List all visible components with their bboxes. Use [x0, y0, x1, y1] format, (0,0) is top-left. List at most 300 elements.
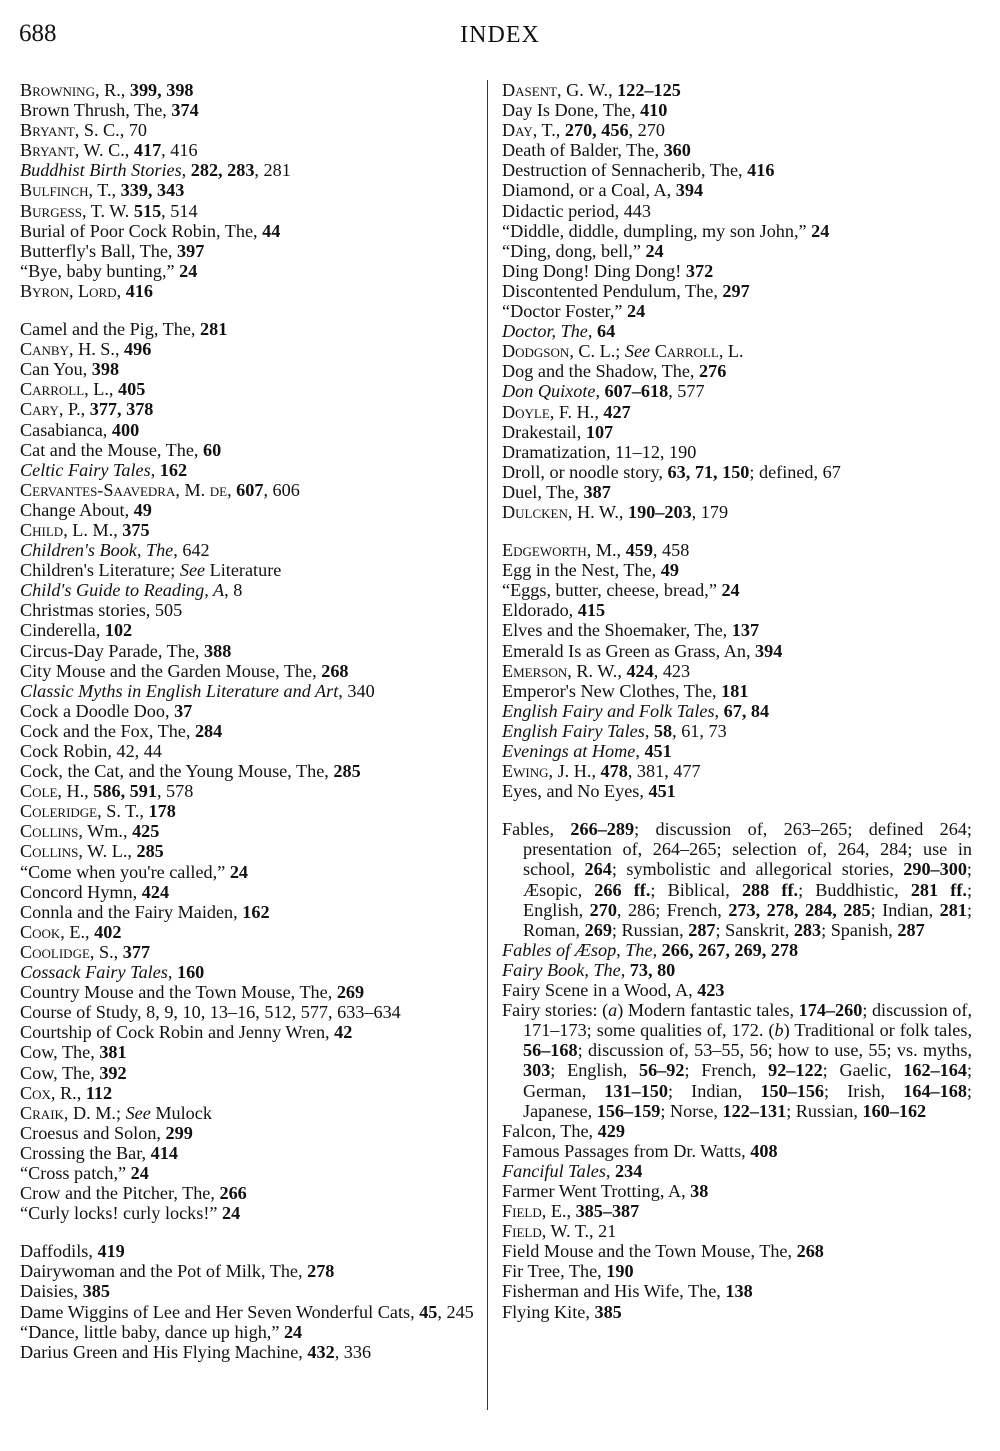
entry-text: 432 — [307, 1341, 335, 1362]
entry-text: 24 — [721, 580, 740, 601]
entry-text: 287 — [688, 919, 716, 940]
entry-text: ; Roman, — [523, 899, 972, 940]
entry-text: Crow and the Pitcher, The, — [20, 1183, 220, 1204]
entry-text: 162–164 — [903, 1060, 967, 1081]
index-entry — [20, 781, 480, 801]
entry-text: Celtic Fairy Tales — [20, 459, 151, 480]
entry-text: See — [179, 560, 206, 581]
entry-text: ; English, — [550, 1060, 639, 1081]
entry-text: 451 — [644, 741, 672, 761]
index-entry — [502, 502, 972, 522]
entry-text: 416 — [125, 280, 153, 301]
entry-text: Field — [502, 1201, 542, 1222]
index-entry — [20, 500, 480, 520]
index-entry — [20, 420, 480, 440]
entry-text: 24 — [222, 1203, 241, 1224]
entry-text: Fables, — [502, 819, 571, 840]
index-entry — [20, 1063, 480, 1083]
entry-text: 269 — [336, 982, 365, 1003]
index-entry — [502, 180, 972, 200]
entry-text: 385 — [82, 1281, 110, 1302]
entry-text: Diamond, or a Coal, A, — [502, 180, 676, 201]
entry-text: Emperor's New Clothes, The, — [502, 680, 722, 701]
section-gap — [502, 522, 972, 540]
entry-text: Cock and the Fox, The, — [20, 720, 195, 741]
entry-text: Emerald Is as Green as Grass, An, — [502, 640, 756, 661]
entry-text: , 179 — [691, 501, 729, 522]
index-entry — [502, 819, 972, 940]
entry-text: , C. L.; — [569, 341, 625, 362]
entry-text: 429 — [597, 1120, 625, 1141]
entry-text: 112 — [85, 1082, 113, 1103]
index-entry — [502, 1161, 972, 1181]
index-entry — [502, 1201, 972, 1221]
entry-text: 102 — [104, 620, 133, 641]
index-entry — [20, 1342, 480, 1362]
entry-text: Dodgson — [502, 341, 570, 362]
entry-text: ; Sanskrit, — [715, 919, 794, 940]
entry-text: , P., — [58, 399, 90, 420]
entry-text: , M., — [586, 540, 626, 561]
index-entry — [502, 980, 972, 1000]
entry-text: Burgess — [20, 200, 82, 221]
entry-text: 270 — [589, 899, 617, 920]
entry-text: Evenings at Home — [502, 741, 636, 761]
entry-text: Can You, — [20, 359, 92, 380]
entry-text: 387 — [583, 481, 611, 502]
index-entry — [20, 201, 480, 221]
index-entry — [20, 661, 480, 681]
entry-text: ; Gaelic, — [822, 1060, 904, 1081]
entry-text: 137 — [731, 620, 760, 641]
entry-text: , 281 — [254, 160, 291, 181]
index-entry — [20, 620, 480, 640]
entry-text: 290–300 — [903, 859, 967, 880]
entry-text: 190 — [606, 1261, 634, 1282]
entry-text: Dasent — [502, 80, 558, 100]
entry-text: Connla and the Fairy Maiden, — [20, 901, 243, 922]
entry-text: See — [624, 341, 651, 362]
entry-text: “Cross patch,” — [20, 1162, 131, 1183]
entry-text: Literature — [205, 560, 282, 581]
index-entry — [502, 241, 972, 261]
entry-text: Dramatization, 11–12, 190 — [502, 441, 697, 462]
entry-text: Child — [20, 519, 64, 540]
entry-text: 285 — [333, 761, 361, 782]
index-entry — [502, 1241, 972, 1261]
entry-text: 174–260 — [798, 1000, 863, 1021]
index-entry — [502, 1121, 972, 1141]
entry-text: 399, 398 — [129, 80, 194, 100]
entry-text: Fanciful Tales — [502, 1160, 606, 1181]
entry-text: , F. H., — [549, 401, 604, 422]
entry-text: 607–618 — [604, 381, 669, 402]
entry-text: 266 ff. — [594, 879, 651, 900]
entry-text: “Dance, little baby, dance up high,” — [20, 1321, 284, 1342]
entry-text: , — [620, 959, 630, 980]
index-entry — [502, 661, 972, 681]
index-entry — [20, 540, 480, 560]
entry-text: 288 ff. — [741, 879, 799, 900]
entry-text: , T., — [88, 180, 121, 201]
entry-text: 374 — [171, 100, 199, 121]
entry-text: 408 — [750, 1140, 778, 1161]
entry-text: “Ding, dong, bell,” — [502, 240, 646, 261]
entry-text: Crossing the Bar, — [20, 1142, 151, 1163]
entry-text: , Wm., — [78, 821, 133, 842]
entry-text: 281 — [200, 319, 228, 340]
entry-text: 284 — [194, 720, 223, 741]
entry-text: 268 — [796, 1241, 824, 1262]
entry-text: Dairywoman and the Pot of Milk, The, — [20, 1261, 308, 1282]
entry-text: Cervantes-Saavedra — [20, 479, 176, 500]
index-entry — [502, 402, 972, 422]
entry-text: , L., — [84, 379, 118, 400]
column-divider — [487, 80, 488, 1410]
entry-text: , 61, 73 — [672, 720, 727, 741]
index-entry — [502, 1221, 972, 1241]
entry-text: Circus-Day Parade, The, — [20, 640, 205, 661]
entry-text: 424 — [141, 881, 170, 902]
entry-text: See — [125, 1102, 151, 1123]
entry-text: , 286; French, — [616, 899, 729, 920]
entry-text: Emerson — [502, 660, 568, 681]
section-gap — [20, 301, 480, 319]
entry-text: Buddhist Birth Stories — [20, 160, 182, 181]
entry-text: 24 — [627, 301, 646, 322]
entry-text: 377 — [122, 941, 151, 962]
entry-text: 424 — [626, 660, 654, 681]
index-entry — [502, 341, 972, 361]
index-entry — [20, 281, 480, 301]
index-entry — [20, 862, 480, 882]
entry-text: 24 — [811, 220, 830, 241]
entry-text: Collins — [20, 841, 79, 862]
entry-text: “Bye, baby bunting,” — [20, 260, 180, 281]
entry-text: , 245 — [437, 1301, 474, 1322]
index-entry — [502, 721, 972, 741]
entry-text: English Fairy and Folk Tales — [502, 700, 715, 721]
entry-text: 385–387 — [575, 1201, 640, 1222]
index-entry — [502, 600, 972, 620]
entry-text: , D. M.; — [63, 1102, 126, 1123]
entry-text: Bryant — [20, 140, 75, 161]
index-entry — [20, 982, 480, 1002]
index-entry — [20, 721, 480, 741]
index-entry — [20, 841, 480, 861]
entry-text: 190–203 — [628, 501, 692, 522]
index-entry — [502, 140, 972, 160]
entry-text: Mulock — [150, 1102, 212, 1123]
entry-text: 459 — [625, 540, 653, 561]
entry-text: ; Irish, — [824, 1080, 904, 1101]
index-entry — [20, 1241, 480, 1261]
entry-text: Croesus and Solon, — [20, 1122, 166, 1143]
entry-text: 375 — [122, 519, 150, 540]
entry-text: 37 — [174, 700, 193, 721]
entry-text: Day — [502, 120, 533, 141]
index-entry — [502, 462, 972, 482]
entry-text: 24 — [229, 861, 249, 882]
entry-text: Elves and the Shoemaker, The, — [502, 620, 732, 641]
entry-text: , W. C., — [74, 140, 134, 161]
index-entry — [20, 600, 480, 620]
entry-text: Don Quixote — [502, 381, 596, 402]
entry-text: Farmer Went Trotting, A, — [502, 1180, 691, 1201]
entry-text: Famous Passages from Dr. Watts, — [502, 1140, 751, 1161]
entry-text: ; Indian, — [667, 1080, 761, 1101]
entry-text: 131–150 — [604, 1080, 668, 1101]
entry-text: Field Mouse and the Town Mouse, The, — [502, 1241, 797, 1262]
entry-text: Fairy Book, The — [502, 959, 621, 980]
entry-text: Craik — [20, 1102, 64, 1123]
index-entry — [20, 1203, 480, 1223]
index-entry — [502, 201, 972, 221]
entry-text: Didactic period, 443 — [502, 200, 651, 221]
entry-text: 303 — [523, 1060, 551, 1081]
entry-text: ; discussion of, 53–55, 56; how to use, 55; vs. myths, — [577, 1040, 972, 1061]
entry-text: Death of Balder, The, — [502, 140, 664, 161]
entry-text: Cossack Fairy Tales — [20, 962, 168, 983]
entry-text: Children's Book, The — [20, 540, 174, 561]
index-entry — [20, 1042, 480, 1062]
index-entry — [20, 100, 480, 120]
index-entry — [502, 482, 972, 502]
index-entry — [20, 1143, 480, 1163]
entry-text: 60 — [203, 439, 222, 460]
entry-text: Cary — [20, 399, 59, 420]
entry-text: 234 — [615, 1160, 643, 1181]
entry-text: Coleridge — [20, 801, 98, 822]
entry-text: 419 — [97, 1241, 125, 1262]
entry-text: Droll, or noodle story, — [502, 461, 668, 482]
entry-text: Dulcken — [502, 501, 568, 522]
entry-text: 122–131 — [722, 1100, 787, 1121]
index-entry — [502, 422, 972, 442]
index-entry — [502, 560, 972, 580]
entry-text: , — [635, 741, 645, 761]
entry-text: 138 — [725, 1281, 753, 1302]
index-entry — [20, 480, 480, 500]
index-entry — [502, 701, 972, 721]
index-entry — [20, 379, 480, 399]
entry-text: Doctor, The — [502, 321, 588, 342]
entry-text: ; Spanish, — [821, 919, 898, 940]
entry-text: City Mouse and the Garden Mouse, The, — [20, 660, 322, 681]
index-entry — [502, 580, 972, 600]
entry-text: 607 — [236, 479, 264, 500]
section-gap — [502, 801, 972, 819]
entry-text: 268 — [321, 660, 349, 681]
entry-text: 377, 378 — [89, 399, 154, 420]
entry-text: 397 — [177, 240, 205, 261]
entry-text: , — [167, 962, 177, 983]
entry-text: 398 — [91, 359, 120, 380]
entry-text: Byron, Lord — [20, 280, 117, 301]
entry-text: 73, 80 — [629, 959, 676, 980]
entry-text: 372 — [685, 260, 714, 281]
entry-text: 64 — [596, 321, 616, 342]
entry-text: Browning — [20, 80, 95, 100]
entry-text: 281 ff. — [910, 879, 967, 900]
entry-text: ) Modern fantastic tales, — [617, 1000, 799, 1021]
entry-text: Fairy Scene in a Wood, A, — [502, 980, 698, 1001]
entry-text: Fisherman and His Wife, The, — [502, 1281, 726, 1302]
index-entry — [20, 681, 480, 701]
index-entry — [20, 520, 480, 540]
index-entry — [20, 701, 480, 721]
entry-text: , 606 — [263, 479, 300, 500]
index-entry — [502, 781, 972, 801]
entry-text: Carroll — [654, 341, 719, 362]
index-entry — [502, 1281, 972, 1301]
entry-text: 67, 84 — [723, 700, 770, 721]
entry-text: , — [227, 479, 237, 500]
entry-text: , — [181, 160, 191, 181]
entry-text: Concord Hymn, — [20, 881, 142, 902]
entry-text: ; Æsopic, — [523, 859, 972, 900]
index-entry — [502, 281, 972, 301]
entry-text: 478 — [600, 761, 628, 782]
entry-text: , — [652, 939, 662, 960]
index-entry — [20, 1083, 480, 1103]
index-entry — [502, 160, 972, 180]
entry-text: Camel and the Pig, The, — [20, 319, 200, 340]
entry-text: , T., — [532, 120, 565, 141]
entry-text: Course of Study, 8, 9, 10, 13–16, 512, 577, 633–634 — [20, 1002, 401, 1023]
index-column-left — [20, 80, 480, 1362]
entry-text: Daisies, — [20, 1281, 83, 1302]
entry-text: ; Norse, — [660, 1100, 723, 1121]
entry-text: Change About, — [20, 499, 134, 520]
entry-text: Daffodils, — [20, 1241, 98, 1262]
entry-text: ; discussion of, 263–265; defined 264; presentation of, 264–265; selection of, 264, 284; use in school, — [523, 819, 972, 880]
index-entry — [502, 641, 972, 661]
entry-text: Butterfly's Ball, The, — [20, 240, 178, 261]
entry-text: 414 — [150, 1142, 178, 1163]
entry-text: 24 — [130, 1162, 149, 1183]
index-entry — [20, 1123, 480, 1143]
entry-text: Child's Guide to Reading, A — [20, 580, 225, 601]
index-entry — [502, 221, 972, 241]
entry-text: ; French, — [684, 1060, 769, 1081]
index-entry — [502, 741, 972, 761]
entry-text: , — [587, 321, 597, 342]
entry-text: 264 — [584, 859, 612, 880]
entry-text: , S., — [89, 941, 123, 962]
entry-text: 181 — [721, 680, 749, 701]
index-entry — [20, 741, 480, 761]
entry-text: 423 — [697, 980, 725, 1001]
index-entry — [20, 1302, 480, 1322]
index-entry — [20, 1281, 480, 1301]
index-entry — [20, 140, 480, 160]
entry-text: Fables of Æsop, The — [502, 939, 653, 960]
entry-text: 394 — [675, 180, 704, 201]
entry-text: 44 — [262, 220, 281, 241]
entry-text: , E., — [60, 921, 95, 942]
entry-text: , R. W., — [567, 660, 627, 681]
index-entry — [502, 301, 972, 321]
entry-text: 38 — [690, 1180, 709, 1201]
entry-text: Cock Robin, 42, 44 — [20, 741, 162, 761]
entry-text: , S. C., 70 — [74, 120, 148, 141]
index-entry — [20, 1022, 480, 1042]
entry-text: 496 — [124, 339, 152, 360]
index-entry — [20, 922, 480, 942]
entry-text: Bulfinch — [20, 180, 89, 201]
entry-text: Cock a Doodle Doo, — [20, 700, 175, 721]
entry-text: 402 — [94, 921, 122, 942]
entry-text: Cow, The, — [20, 1062, 100, 1083]
entry-text: Cox — [20, 1082, 51, 1103]
index-entry — [20, 1163, 480, 1183]
entry-text: ; discussion of, 171–173; some qualities of, 172. ( — [523, 1000, 972, 1041]
entry-text: , 458 — [652, 540, 690, 561]
entry-text: , 578 — [156, 781, 194, 802]
index-entry — [20, 359, 480, 379]
entry-text: Bryant — [20, 120, 75, 141]
index-entry — [20, 801, 480, 821]
index-entry — [20, 319, 480, 339]
entry-text: Ewing — [502, 761, 549, 782]
entry-text: 339, 343 — [120, 180, 185, 201]
entry-text: 394 — [755, 640, 783, 661]
entry-text: 400 — [111, 419, 140, 440]
entry-text: Cole — [20, 781, 58, 802]
entry-text: , — [150, 459, 160, 480]
index-entry — [20, 1103, 480, 1123]
entry-text: 586, 591 — [93, 781, 157, 802]
entry-text: “Eggs, butter, cheese, bread,” — [502, 580, 722, 601]
entry-text: Brown Thrush, The, — [20, 100, 172, 121]
index-entry — [502, 442, 972, 462]
index-entry — [502, 321, 972, 341]
entry-text: 49 — [133, 499, 152, 520]
section-gap — [20, 1223, 480, 1241]
entry-text: Canby — [20, 339, 69, 360]
entry-text: , M. — [175, 479, 210, 500]
entry-text: ; Japanese, — [523, 1080, 972, 1121]
index-entry — [502, 960, 972, 980]
entry-text: 122–125 — [617, 80, 681, 100]
index-entry — [20, 399, 480, 419]
entry-text: Falcon, The, — [502, 1120, 598, 1141]
index-entry — [20, 241, 480, 261]
entry-text: “Diddle, diddle, dumpling, my son John,” — [502, 220, 812, 241]
entry-text: , 8 — [224, 580, 243, 601]
entry-text: Christmas stories, 505 — [20, 600, 183, 621]
page-title: INDEX — [460, 22, 540, 48]
index-entry — [502, 1141, 972, 1161]
entry-text: 42 — [334, 1022, 353, 1043]
entry-text: 515 — [133, 200, 162, 221]
entry-text: 162 — [159, 459, 188, 480]
index-entry — [20, 80, 480, 100]
entry-text: 427 — [603, 401, 631, 422]
entry-text: ; Russian, — [611, 919, 689, 940]
index-entry — [20, 221, 480, 241]
entry-text: , — [644, 720, 654, 741]
entry-text: 160–162 — [862, 1100, 927, 1121]
entry-text: 49 — [660, 560, 679, 581]
entry-text: Cook — [20, 921, 61, 942]
entry-text: Dame Wiggins of Lee and Her Seven Wonderful Cats, — [20, 1301, 420, 1322]
entry-text: , R., — [94, 80, 130, 100]
entry-text: , 423 — [653, 660, 691, 681]
entry-text: 266 — [219, 1183, 247, 1204]
index-entry — [20, 761, 480, 781]
